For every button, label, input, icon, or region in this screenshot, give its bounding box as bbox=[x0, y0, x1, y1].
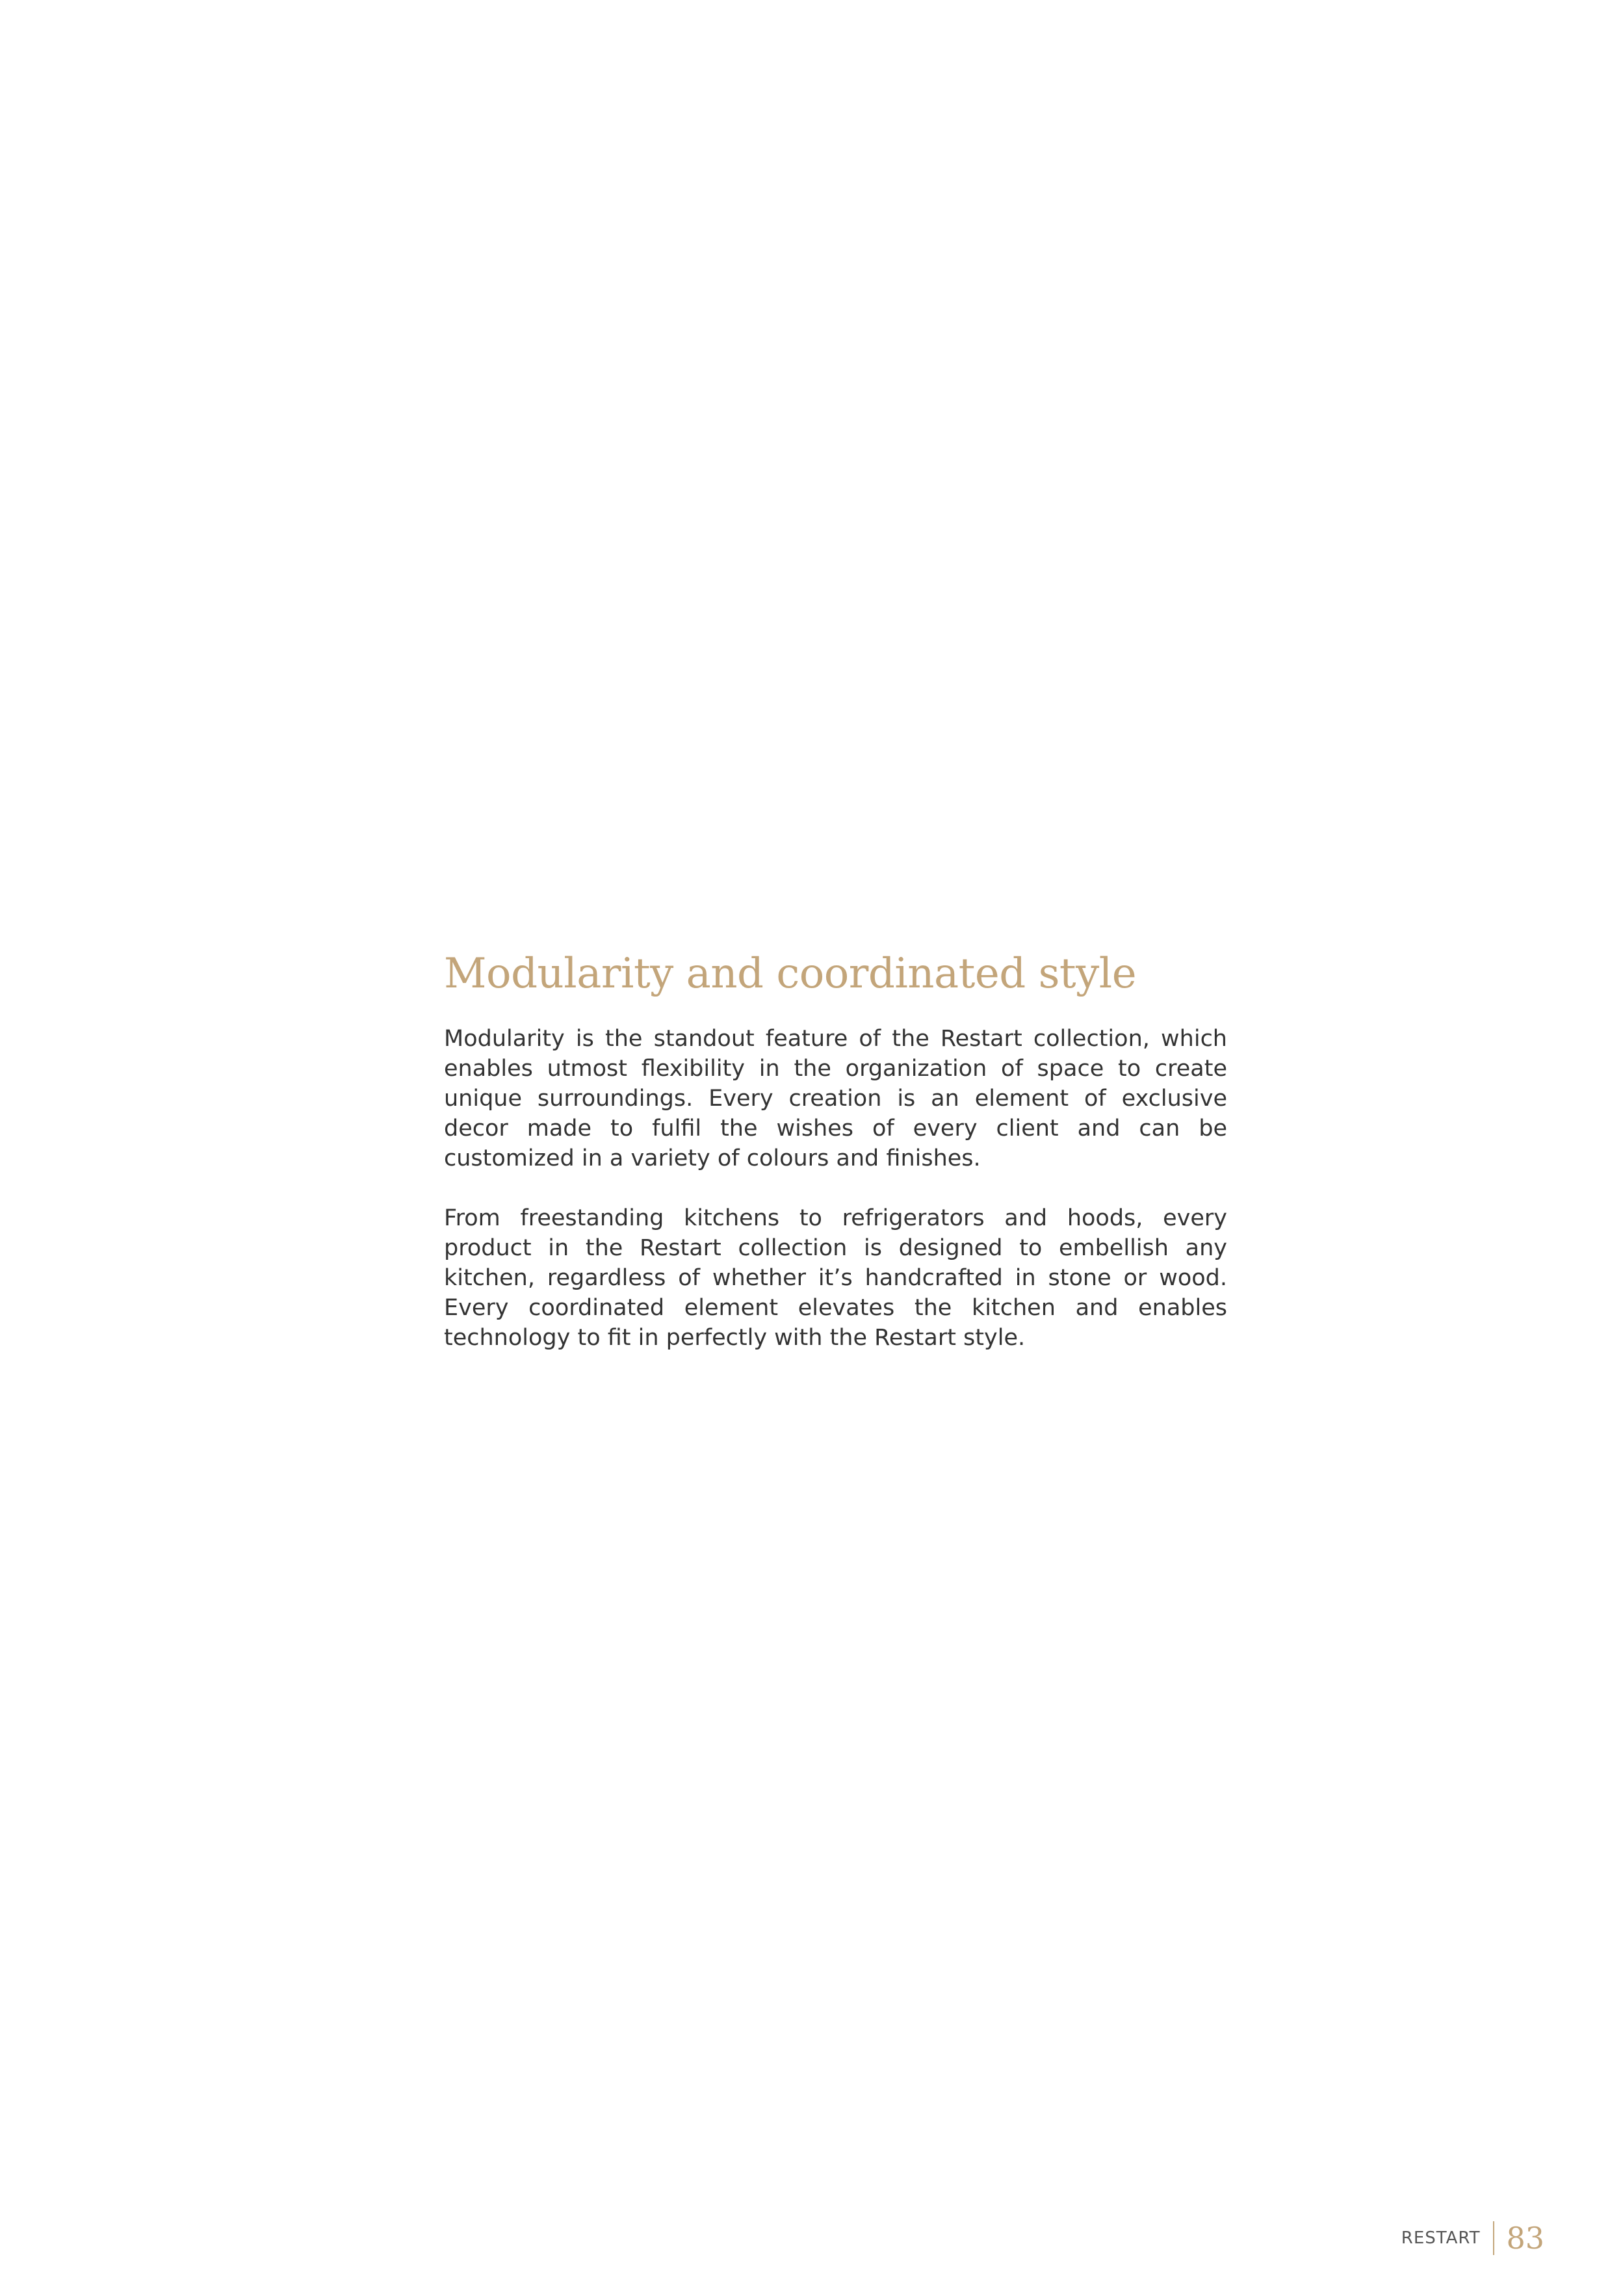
page-footer bbox=[1401, 2221, 1544, 2256]
page-number: 83 bbox=[1506, 2221, 1544, 2256]
paragraph-1: Modularity is the standout feature of the Restart collection, which enables utmost flexibility in the organization of space to create unique surroundings. Every creation is an element of exclusive decor made to fulfil the wishes of every client and can be customized in a variety of colours and finishes. bbox=[444, 1025, 1227, 1171]
paragraph-2: From freestanding kitchens to refrigerators and hoods, every product in the Restart collection is designed to embellish any kitchen, regardless of whether it’s handcrafted in stone or wood. Every coordinated element elevates the kitchen and enables technology to fit in perfectly with the Restart style. bbox=[444, 1205, 1227, 1351]
footer-brand: RESTART bbox=[1401, 2228, 1481, 2248]
footer-divider bbox=[1493, 2221, 1494, 2255]
section-title: Modularity and coordinated style bbox=[444, 950, 1137, 998]
text-block bbox=[444, 949, 1227, 1353]
